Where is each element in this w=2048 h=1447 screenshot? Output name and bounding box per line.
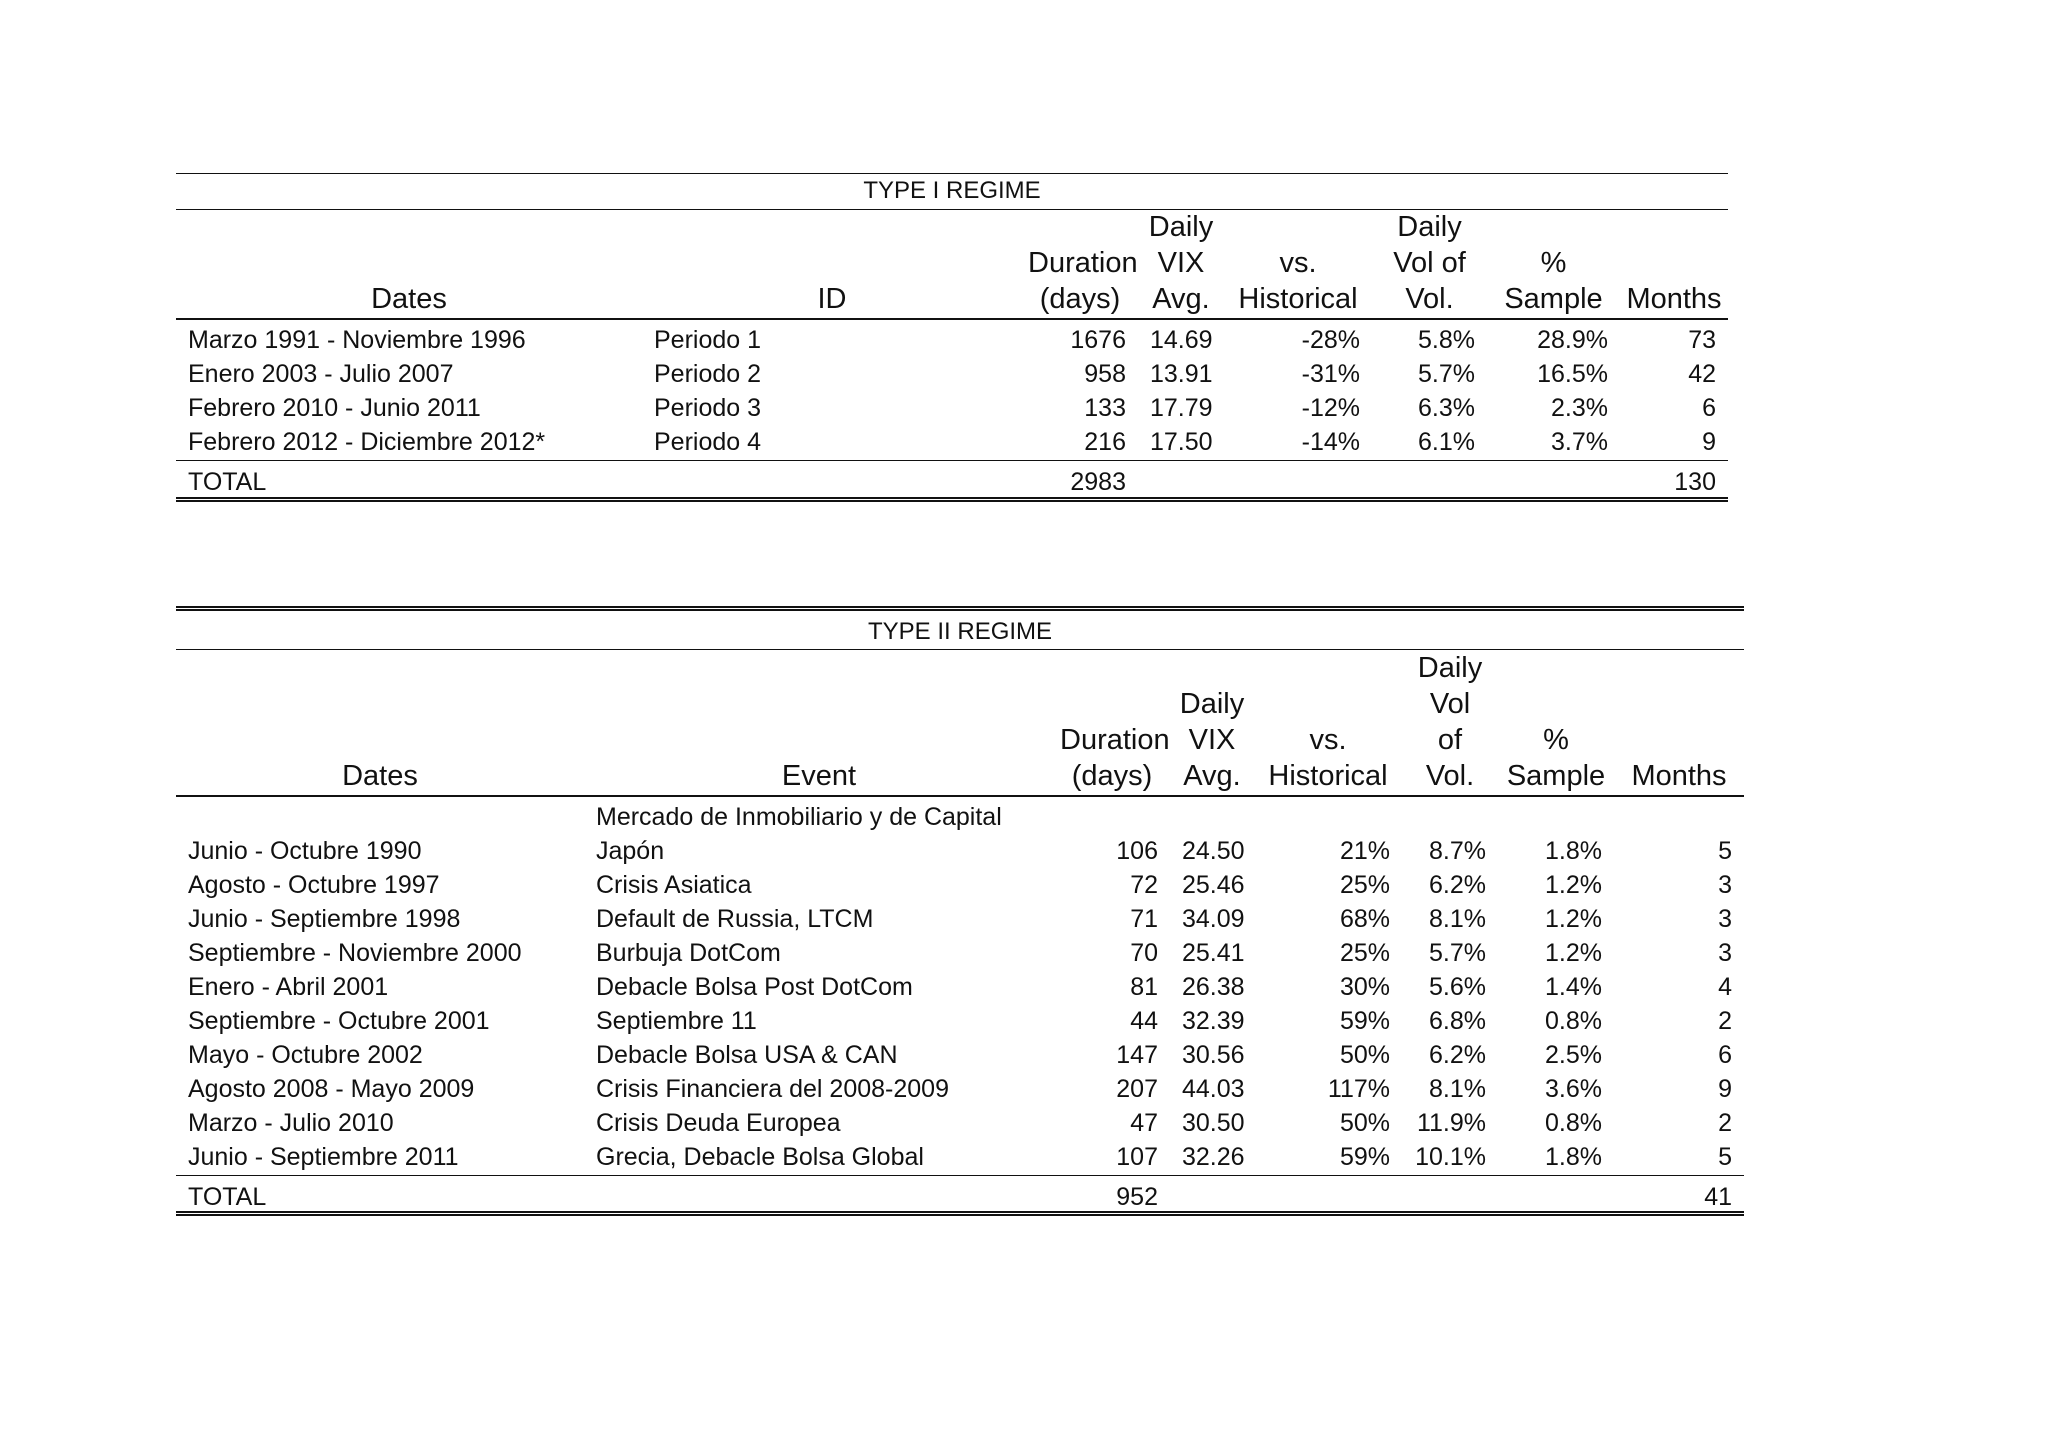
table-row <box>176 1004 1744 1038</box>
cell-dates: Agosto 2008 - Mayo 2009 <box>188 1074 475 1103</box>
cell-id: Periodo 3 <box>654 393 762 422</box>
type2-title: TYPE II REGIME <box>868 618 1053 645</box>
cell-sample: 1.2% <box>1545 904 1602 933</box>
table-row <box>176 800 1744 834</box>
cell-duration: 81 <box>1130 972 1158 1001</box>
type2-rows <box>176 800 1744 1174</box>
type2-table <box>176 606 1744 1216</box>
total-duration: 952 <box>1116 1182 1158 1211</box>
cell-vol: 8.1% <box>1429 904 1486 933</box>
cell-event-line1: Mercado de Inmobiliario y de Capital <box>596 802 1002 831</box>
cell-vol: 8.1% <box>1429 1074 1486 1103</box>
cell-sample: 1.4% <box>1545 972 1602 1001</box>
header-vs-historical: vs. Historical <box>1238 247 1358 315</box>
cell-duration: 106 <box>1116 836 1158 865</box>
cell-sample: 16.5% <box>1537 359 1608 388</box>
cell-sample: 2.3% <box>1551 393 1608 422</box>
type1-table <box>176 173 1728 501</box>
cell-vol: 8.7% <box>1429 836 1486 865</box>
cell-vix: 24.50 <box>1182 836 1245 865</box>
cell-months: 4 <box>1718 972 1732 1001</box>
total-label: TOTAL <box>188 467 267 496</box>
cell-vix: 34.09 <box>1182 904 1245 933</box>
cell-duration: 72 <box>1130 870 1158 899</box>
cell-vs: -28% <box>1301 325 1360 354</box>
table-row <box>176 1038 1744 1072</box>
cell-duration: 216 <box>1084 427 1126 456</box>
total-months: 130 <box>1674 467 1716 496</box>
cell-months: 73 <box>1688 325 1716 354</box>
cell-vol: 11.9% <box>1416 1108 1486 1137</box>
cell-vs: 117% <box>1327 1074 1390 1103</box>
cell-sample: 3.7% <box>1551 427 1608 456</box>
header-vs-historical: vs. Historical <box>1268 724 1388 792</box>
table-row <box>176 1072 1744 1106</box>
header-id: ID <box>817 283 847 315</box>
cell-event: Japón <box>596 836 665 865</box>
header-vix: Daily VIX Avg. <box>1148 211 1214 315</box>
cell-id: Periodo 1 <box>654 325 762 354</box>
cell-dates: Septiembre - Noviembre 2000 <box>188 938 522 967</box>
cell-event: Debacle Bolsa Post DotCom <box>596 972 913 1001</box>
cell-vol: 5.6% <box>1429 972 1486 1001</box>
cell-sample: 3.6% <box>1545 1074 1602 1103</box>
table-row <box>176 936 1744 970</box>
cell-duration: 47 <box>1130 1108 1158 1137</box>
cell-sample: 28.9% <box>1537 325 1608 354</box>
cell-duration: 70 <box>1130 938 1158 967</box>
cell-vs: 59% <box>1339 1142 1390 1171</box>
cell-dates: Junio - Septiembre 2011 <box>188 1142 459 1171</box>
cell-dates: Mayo - Octubre 2002 <box>188 1040 423 1069</box>
cell-vol: 6.1% <box>1418 427 1475 456</box>
header-months: Months <box>1631 760 1727 792</box>
cell-vix: 17.79 <box>1150 393 1213 422</box>
cell-event: Crisis Financiera del 2008-2009 <box>596 1074 949 1103</box>
cell-vs: 25% <box>1339 938 1390 967</box>
cell-dates: Marzo 1991 - Noviembre 1996 <box>188 325 526 354</box>
cell-event: Septiembre 11 <box>596 1006 757 1035</box>
cell-vix: 25.46 <box>1182 870 1245 899</box>
table-row <box>176 323 1728 357</box>
cell-dates: Agosto - Octubre 1997 <box>188 870 440 899</box>
cell-dates: Junio - Septiembre 1998 <box>188 904 461 933</box>
type1-rows <box>176 323 1728 459</box>
cell-duration: 71 <box>1130 904 1158 933</box>
cell-event: Crisis Asiatica <box>596 870 752 899</box>
header-duration: Duration (days) <box>1060 724 1170 792</box>
type1-title: TYPE I REGIME <box>863 177 1041 204</box>
cell-vix: 25.41 <box>1182 938 1245 967</box>
header-vix: Daily VIX Avg. <box>1179 688 1245 792</box>
cell-dates: Enero - Abril 2001 <box>188 972 389 1001</box>
table-row <box>176 902 1744 936</box>
cell-months: 2 <box>1718 1108 1732 1137</box>
table-row <box>176 357 1728 391</box>
cell-vol: 5.7% <box>1429 938 1486 967</box>
header-vol: Daily Vol of Vol. <box>1417 652 1483 792</box>
cell-months: 6 <box>1702 393 1716 422</box>
cell-vs: 68% <box>1339 904 1390 933</box>
total-months: 41 <box>1704 1182 1732 1211</box>
cell-event: Grecia, Debacle Bolsa Global <box>596 1142 924 1171</box>
cell-duration: 1676 <box>1070 325 1126 354</box>
cell-event: Burbuja DotCom <box>596 938 781 967</box>
cell-dates: Septiembre - Octubre 2001 <box>188 1006 490 1035</box>
header-dates: Dates <box>342 760 418 792</box>
table-row <box>176 868 1744 902</box>
cell-vs: -31% <box>1301 359 1360 388</box>
cell-vol: 10.1% <box>1415 1142 1486 1171</box>
cell-vol: 5.7% <box>1418 359 1475 388</box>
cell-vol: 6.3% <box>1418 393 1475 422</box>
cell-id: Periodo 2 <box>654 359 762 388</box>
cell-vix: 44.03 <box>1182 1074 1245 1103</box>
cell-sample: 1.8% <box>1545 836 1602 865</box>
cell-dates: Marzo - Julio 2010 <box>188 1108 394 1137</box>
header-dates: Dates <box>371 283 447 315</box>
header-duration: Duration (days) <box>1028 247 1138 315</box>
header-vol: Daily Vol of Vol. <box>1393 211 1466 315</box>
cell-months: 3 <box>1718 938 1732 967</box>
cell-vs: 30% <box>1339 972 1390 1001</box>
cell-vix: 26.38 <box>1182 972 1245 1001</box>
cell-vix: 30.50 <box>1182 1108 1245 1137</box>
header-event: Event <box>781 760 857 792</box>
table-row <box>176 834 1744 868</box>
cell-months: 5 <box>1718 836 1732 865</box>
cell-vs: -14% <box>1301 427 1360 456</box>
table-row <box>176 1106 1744 1140</box>
cell-vs: -12% <box>1301 393 1360 422</box>
cell-vs: 25% <box>1339 870 1390 899</box>
cell-months: 2 <box>1718 1006 1732 1035</box>
cell-months: 9 <box>1702 427 1716 456</box>
cell-vs: 50% <box>1339 1108 1390 1137</box>
header-months: Months <box>1626 283 1722 315</box>
cell-duration: 133 <box>1084 393 1126 422</box>
cell-vs: 50% <box>1339 1040 1390 1069</box>
header-sample: % Sample <box>1504 247 1603 315</box>
table-row <box>176 425 1728 459</box>
table-row <box>176 970 1744 1004</box>
cell-dates: Junio - Octubre 1990 <box>188 836 422 865</box>
cell-vol: 6.8% <box>1429 1006 1486 1035</box>
cell-duration: 958 <box>1084 359 1126 388</box>
cell-sample: 0.8% <box>1545 1108 1602 1137</box>
cell-duration: 107 <box>1116 1142 1158 1171</box>
cell-vs: 21% <box>1339 836 1390 865</box>
cell-dates: Enero 2003 - Julio 2007 <box>188 359 454 388</box>
cell-id: Periodo 4 <box>654 427 762 456</box>
table-row <box>176 1140 1744 1174</box>
cell-vol: 5.8% <box>1418 325 1475 354</box>
cell-vix: 32.39 <box>1182 1006 1245 1035</box>
cell-months: 3 <box>1718 870 1732 899</box>
cell-months: 9 <box>1718 1074 1732 1103</box>
cell-dates: Febrero 2010 - Junio 2011 <box>188 393 481 422</box>
cell-duration: 147 <box>1116 1040 1158 1069</box>
cell-vs: 59% <box>1339 1006 1390 1035</box>
cell-event: Crisis Deuda Europea <box>596 1108 841 1137</box>
cell-vix: 30.56 <box>1182 1040 1245 1069</box>
total-row <box>176 463 1728 501</box>
header-sample: % Sample <box>1506 724 1606 792</box>
cell-sample: 0.8% <box>1545 1006 1602 1035</box>
cell-sample: 1.2% <box>1545 938 1602 967</box>
cell-sample: 1.2% <box>1545 870 1602 899</box>
cell-vix: 13.91 <box>1150 359 1213 388</box>
cell-vix: 32.26 <box>1182 1142 1245 1171</box>
cell-vol: 6.2% <box>1429 870 1486 899</box>
cell-event: Default de Russia, LTCM <box>596 904 874 933</box>
cell-sample: 2.5% <box>1545 1040 1602 1069</box>
cell-months: 6 <box>1718 1040 1732 1069</box>
cell-dates: Febrero 2012 - Diciembre 2012* <box>188 427 546 456</box>
total-duration: 2983 <box>1070 467 1126 496</box>
cell-vix: 14.69 <box>1150 325 1213 354</box>
cell-vol: 6.2% <box>1429 1040 1486 1069</box>
cell-duration: 44 <box>1130 1006 1158 1035</box>
cell-duration: 207 <box>1116 1074 1158 1103</box>
cell-months: 3 <box>1718 904 1732 933</box>
cell-sample: 1.8% <box>1545 1142 1602 1171</box>
table-row <box>176 391 1728 425</box>
cell-months: 5 <box>1718 1142 1732 1171</box>
cell-vix: 17.50 <box>1150 427 1213 456</box>
cell-event: Debacle Bolsa USA & CAN <box>596 1040 898 1069</box>
cell-months: 42 <box>1688 359 1716 388</box>
total-label: TOTAL <box>188 1182 267 1211</box>
